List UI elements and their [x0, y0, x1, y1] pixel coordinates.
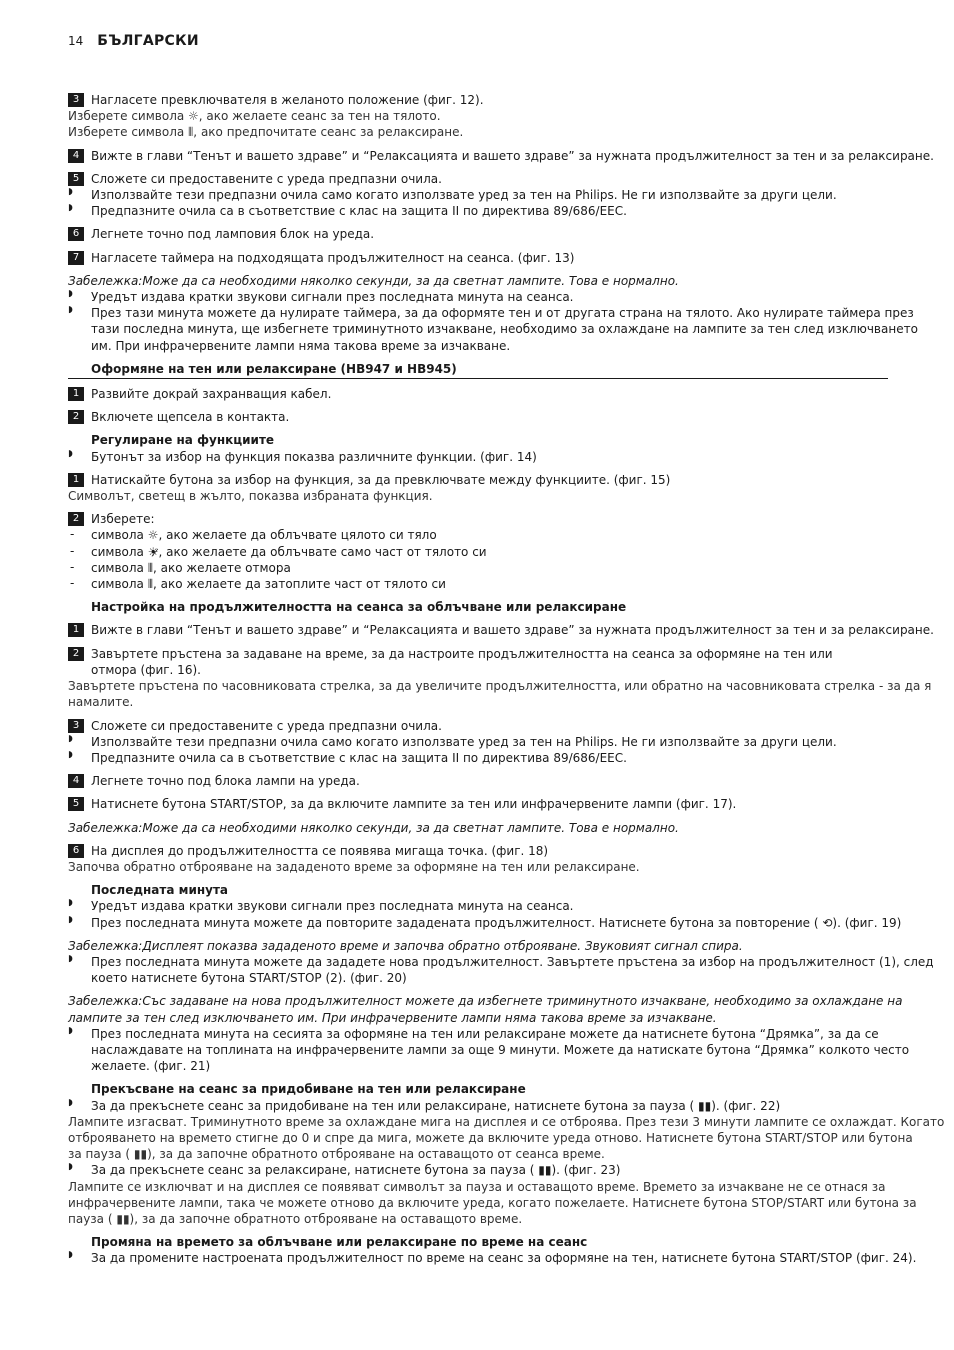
- step-number-badge: 2: [68, 647, 84, 661]
- note-text: [68, 938, 888, 954]
- text-line: Включете щепсела в контакта.: [91, 410, 290, 425]
- text-line: Легнете точно под блока лампи на уреда.: [91, 774, 360, 789]
- text-line: Легнете точно под ламповия блок на уреда.: [91, 227, 375, 242]
- step-number-badge: 1: [68, 473, 84, 487]
- text-line: Завъртете пръстена по часовниковата стрелка, за да увеличите продължителността, или обратно на часовниковата стрелка - за да я: [68, 679, 932, 694]
- dash-item: [68, 527, 888, 543]
- section-heading: [68, 432, 888, 448]
- text-line: Настройка на продължителността на сеанса за облъчване или релаксиране: [91, 600, 627, 615]
- text-line: Натискайте бутона за избор на функция, за да превключвате между функциите. (фиг. 15): [91, 472, 671, 487]
- text-line: Започва обратно отброяване на зададеното време за оформяне на тен или релаксиране.: [68, 859, 640, 874]
- bullet-item: [68, 1098, 888, 1114]
- step-number-badge: 5: [68, 797, 84, 811]
- text-line: лампите за тен след изключването им. При инфрачервените лампи няма такова време за изчакване.: [68, 1010, 717, 1025]
- text-line: Прекъсване на сеанс за придобиване на тен или релаксиране: [91, 1082, 526, 1097]
- note-text: [68, 820, 888, 836]
- text-line: - символа ☀̷, ако желаете да облъчвате само част от тялото си: [91, 544, 487, 559]
- text-line: Забележка:Може да са необходими няколко секунди, за да светнат лампите. Това е нормално.: [68, 273, 679, 288]
- instruction-step: [68, 472, 888, 488]
- text-line: ◗ Бутонът за избор на функция показва различните функции. (фиг. 14): [91, 449, 537, 464]
- section-heading: [68, 1081, 888, 1097]
- bullet-item: [68, 954, 934, 986]
- step-number-badge: 4: [68, 149, 84, 163]
- text-line: наслаждавате на топлината на инфрачервените лампи за още 9 минути. Можете да натискате бутона “Дрямка” колкото често: [91, 1042, 910, 1057]
- text-line: отброяването на времето стигне до 0 и спре да мига, можете да включите уреда отново. Натиснете бутона START/STOP или бутона: [68, 1130, 913, 1145]
- text-line: ◗ Предпазните очила са в съответствие с клас на защита II по директива 89/686/EEC.: [91, 204, 627, 219]
- body-text: [68, 859, 888, 875]
- text-line: Вижте в глави “Тенът и вашето здраве” и “Релаксацията и вашето здраве” за нужната продължителност за тен и за релаксиране.: [91, 623, 934, 638]
- body-text: [68, 1179, 917, 1228]
- text-line: ◗ За да промените настроената продължителност по време на сеанс за оформяне на тен, натиснете бутона START/STOP (фиг. 24).: [91, 1251, 917, 1266]
- text-line: ◗ За да прекъснете сеанс за релаксиране, натиснете бутона за пауза ( ▮▮). (фиг. 23): [91, 1163, 621, 1178]
- step-number-badge: 1: [68, 623, 84, 637]
- text-line: ◗ През последната минута можете да зададете нова продължителност. Завъртете пръстена за избор на продължителност (1), след: [91, 954, 934, 969]
- body-text: [68, 124, 888, 140]
- note-text: [68, 993, 903, 1025]
- language-title: БЪЛГАРСКИ: [97, 33, 199, 49]
- text-line: ◗ Уредът издава кратки звукови сигнали през последната минута на сеанса.: [91, 899, 574, 914]
- section-heading: [68, 361, 888, 379]
- text-line: Последната минута: [91, 883, 229, 898]
- instruction-step: [68, 511, 888, 527]
- step-number-badge: 1: [68, 387, 84, 401]
- instruction-step: [68, 796, 888, 812]
- section-heading: [68, 882, 888, 898]
- text-line: Сложете си предоставените с уреда предпазни очила.: [91, 718, 442, 733]
- text-line: Завъртете пръстена за задаване на време, за да настроите продължителността на сеанса за оформяне на тен или: [91, 646, 833, 661]
- bullet-item: [68, 915, 902, 931]
- instruction-step: [68, 622, 934, 638]
- text-line: Забележка:Дисплеят показва зададеното време и започва обратно отброяване. Звуковият сигнал спира.: [68, 938, 743, 953]
- step-number-badge: 2: [68, 410, 84, 424]
- section-heading: [68, 1234, 888, 1250]
- step-number-badge: 6: [68, 227, 84, 241]
- body-text: [68, 108, 888, 124]
- text-line: ◗ Използвайте тези предпазни очила само когато използвате уред за тен на Philips. Не ги използвайте за други цели.: [91, 188, 837, 203]
- text-line: тази последна минута, ще избегнете триминутното изчакване, необходимо за охлаждане на лампите за тен след изключването: [91, 322, 918, 337]
- instruction-step: [68, 148, 934, 164]
- text-line: отмора (фиг. 16).: [91, 662, 201, 677]
- bullet-item: [68, 750, 888, 766]
- text-line: ◗ За да прекъснете сеанс за придобиване на тен или релаксиране, натиснете бутона за пауза ( ▮▮). (фиг. 22): [91, 1098, 781, 1113]
- bullet-item: [68, 898, 888, 914]
- text-line: Символът, светещ в жълто, показва избраната функция.: [68, 489, 433, 504]
- text-line: ◗ Използвайте тези предпазни очила само когато използвате уред за тен на Philips. Не ги използвайте за други цели.: [91, 734, 837, 749]
- step-number-badge: 5: [68, 172, 84, 186]
- text-line: Нагласете превключвателя в желаното положение (фиг. 12).: [91, 93, 484, 107]
- bullet-item: [68, 187, 888, 203]
- text-line: Изберете:: [91, 512, 155, 527]
- text-line: инфрачервените лампи, така че можете отново да включите уреда, когато пожелаете. Натиснете бутона STOP/START или бутона за: [68, 1195, 917, 1210]
- step-number-badge: 4: [68, 774, 84, 788]
- text-line: им. При инфрачервените лампи няма такова време за изчакване.: [91, 338, 511, 353]
- text-line: Вижте в глави “Тенът и вашето здраве” и “Релаксацията и вашето здраве” за нужната продължителност за тен и за релаксиране.: [91, 148, 934, 163]
- text-line: Развийте докрай захранващия кабел.: [91, 387, 332, 402]
- manual-content: [68, 92, 945, 1267]
- instruction-step: [68, 843, 888, 859]
- text-line: Натиснете бутона START/STOP, за да включите лампите за тен или инфрачервените лампи (фиг. 17).: [91, 797, 737, 812]
- text-line: за пауза ( ▮▮), за да започне обратното отброяване на оставащото от сеанса време.: [68, 1147, 605, 1162]
- text-line: пауза ( ▮▮), за да започне обратното отброяване на оставащото време.: [68, 1211, 523, 1226]
- step-number-badge: 6: [68, 844, 84, 858]
- instruction-step: [68, 646, 888, 678]
- step-number-badge: 7: [68, 251, 84, 265]
- instruction-step: [68, 250, 888, 266]
- section-heading: [68, 599, 888, 615]
- body-text: [68, 488, 888, 504]
- note-text: [68, 273, 888, 289]
- instruction-step: [68, 718, 888, 734]
- text-line: намалите.: [68, 695, 134, 710]
- bullet-item: [68, 449, 888, 465]
- bullet-item: [68, 305, 918, 354]
- text-line: ◗ През тази минута можете да нулирате таймера, за да оформяте тен и от другата страна на тялото. Ако нулирате таймера през: [91, 306, 914, 321]
- page-header: [68, 33, 199, 49]
- text-line: ◗ През последната минута на сесията за оформяне на тен или релаксиране можете да натиснете бутона “Дрямка”, за да се: [91, 1026, 879, 1041]
- bullet-item: [68, 1250, 917, 1266]
- body-text: [68, 678, 932, 710]
- text-line: желаете. (фиг. 21): [91, 1059, 211, 1074]
- bullet-item: [68, 734, 888, 750]
- instruction-step: [68, 92, 888, 108]
- text-line: Нагласете таймера на подходящата продължителност на сеанса. (фиг. 13): [91, 250, 575, 265]
- dash-item: [68, 560, 888, 576]
- step-number-badge: 3: [68, 93, 84, 107]
- page-number: 14: [68, 34, 84, 48]
- bullet-item: [68, 1026, 910, 1075]
- text-line: ◗ През последната минута можете да повторите зададената продължителност. Натиснете бутона за повторение ( ⟲). (фиг. 19): [91, 915, 902, 930]
- text-line: Регулиране на функциите: [91, 433, 275, 448]
- text-line: Изберете символа ⦀, ако предпочитате сеанс за релаксиране.: [68, 125, 464, 140]
- text-line: ◗ Предпазните очила са в съответствие с клас на защита II по директива 89/686/EEC.: [91, 750, 627, 765]
- text-line: ◗ Уредът издава кратки звукови сигнали през последната минута на сеанса.: [91, 290, 574, 305]
- text-line: Лампите изгасват. Триминутното време за охлаждане мига на дисплея и се отброява. През тези 3 минути лампите се охлаждат. Когато: [68, 1114, 945, 1129]
- step-number-badge: 2: [68, 512, 84, 526]
- dash-item: [68, 576, 888, 592]
- text-line: Забележка:Със задаване на нова продължителност можете да избегнете триминутното изчакване, необходимо за охлаждане на: [68, 994, 903, 1009]
- bullet-item: [68, 203, 888, 219]
- instruction-step: [68, 226, 888, 242]
- instruction-step: [68, 409, 888, 425]
- text-line: Сложете си предоставените с уреда предпазни очила.: [91, 171, 442, 186]
- text-line: - символа ⦀, ако желаете да затоплите част от тялото си: [91, 577, 446, 592]
- instruction-step: [68, 386, 888, 402]
- text-line: - символа ☼, ако желаете да облъчвате цялото си тяло: [91, 528, 437, 543]
- text-line: Промяна на времето за облъчване или релаксиране по време на сеанс: [91, 1235, 588, 1250]
- text-line: Лампите се изключват и на дисплея се появяват символът за пауза и оставащото време. Времето за изчакване не се отнася за: [68, 1179, 886, 1194]
- instruction-step: [68, 171, 888, 187]
- bullet-item: [68, 289, 888, 305]
- dash-item: [68, 544, 888, 560]
- text-line: Оформяне на тен или релаксиране (HB947 и HB945): [91, 361, 457, 376]
- text-line: Забележка:Може да са необходими няколко секунди, за да светнат лампите. Това е нормално.: [68, 820, 679, 835]
- instruction-step: [68, 773, 888, 789]
- text-line: Изберете символа ☼, ако желаете сеанс за тен на тялото.: [68, 109, 441, 124]
- text-line: - символа ⦀, ако желаете отмора: [91, 560, 291, 575]
- body-text: [68, 1114, 945, 1163]
- step-number-badge: 3: [68, 719, 84, 733]
- bullet-item: [68, 1162, 888, 1178]
- text-line: което натиснете бутона START/STOP (2). (фиг. 20): [91, 971, 407, 986]
- text-line: На дисплея до продължителността се появява мигаща точка. (фиг. 18): [91, 843, 549, 858]
